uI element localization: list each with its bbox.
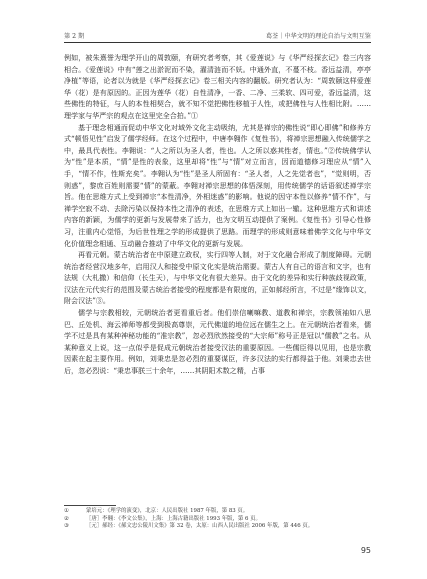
footnote-rule (64, 505, 116, 506)
footnote-mark: ③ (64, 523, 69, 530)
running-header (64, 31, 371, 42)
footnotes (64, 508, 371, 531)
paragraph: 儒学与宗教相较，元朝统治者更看重后者。他们崇信喇嘛教、道教和禅宗，宗教领袖如八思巴、丘处机、海云禅师等都受到极高尊崇，元代佛道的地位远在儒生之上。在元朝统治者看来，儒学不过是具有某种神秘功能的“准宗教”，忽必烈欣然接受的“大宗师”称号正是冠以“儒教”之名。从某种意义上说，这一点似乎是促成元朝统治者接受汉法的重要原因。一些儒臣得以见用，也是宗教因素在起主要作用。例如，刘秉忠是忽必烈的重要谋臣，许多汉法的实行都得益于他。刘秉忠去世后，忽必烈说：“秉忠事朕三十余年，……其阴阳术数之精，占事 (64, 308, 371, 376)
header-rule (64, 42, 371, 43)
paragraph-continued: 例如，被朱熹誉为理学开山的周敦颐，有研究者考察，其《爱莲说》与《华严经探玄记》卷三内容相合。《爱莲说》中有“莲之出淤泥而不染，濯清涟而不妖。中通外直，不蔓不枝。香远益清，亭亭净植”等语，论者以为就是《华严经探玄记》卷三相关内容的翻版。研究者认为：“周敦颐这样爱莲华（花）是有原因的。正因为莲华（花）自性清净，一香、二净、三柔软、四可爱，香远益清，这些佛性的特征，与人的本性相契合，就不知不觉把佛性移植于人性，或把佛性与人性相比附。……理学家与华严宗的观点在这里完全合拍。”① (64, 53, 371, 120)
footnote-text: ［元］郝经：《郝文忠公陵川文集》第 32 卷，太原：山西人民出版社 2006 年版，第 446 页。 (86, 523, 314, 530)
page-number: 95 (360, 546, 371, 555)
paragraph: 再看元朝。蒙古统治者在中原建立政权，实行四等人制，对于文化融合形成了制度障碍。元朝统治者经营汉地多年，启用汉人和接受中原文化实是统治需要。蒙古人有自己的语言和文字，也有法规（大札撒）和信仰（长生天），与中华文化有很大差异。由于文化的差异和实行种族歧视政策，汉法在元代实行的范围及蒙古统治者接受的程度都是有限度的，正如郝经所言，不过是“缘饰以文，附会汉法”③。 (64, 250, 371, 306)
paragraph: 基于理念相通而促动中华文化对域外文化主动吸纳，尤其是禅宗的佛性说“即心即佛”和修养方式“顿悟见性”启发了儒学经师。在这个过程中，中唐李翱作《复性书》，将禅宗思想融入传统儒学之中，最具代表性。李翱说：“人之所以为圣人者，性也。人之所以惑其性者，情也。”②传统佛学认为“性”是本质，“情”是性的表象，这里却将“性”与“情”对立而言，因而道德修习理应从“情”入手，“情不作，性斯充矣”。李翱认为“性”是圣人所固有：“圣人者，人之先觉者也”，“觉则明，否则惑”，黎庶百姓则需要“情”的蒙蔽。李翱对禅宗思想的体悟深刻，用传统儒学的话语叙述禅学宗旨。他在思维方式上受到禅宗“本性清净，外相迷惑”的影响。他说的因守本性以修养“情不作”，与禅学空寂不动、去除污染以保持本性之清净的表述，在思维方式上如出一辙。这种思维方式和讲述内容的新颖，为儒学的更新与发展带来了活力，也为文明互动提供了案例。《复性书》引导心性修习，注重内心觉悟，为后世性理之学的形成提供了思路。而理学的形成则意味着佛学文化与中华文化价值理念相通、互动融合推动了中华文化的更新与发展。 (64, 122, 371, 248)
issue-label: 第 2 期 (64, 33, 85, 40)
footnote-mark: ② (64, 515, 69, 522)
footnote (64, 508, 371, 516)
footnote-text: ［唐］李翱：《李文公集》，上海：上海古籍出版社 1993 年版，第 6 页。 (86, 515, 261, 522)
footnote-text: 蒙培元：《理学的演变》，北京：人民出版社 1987 年版，第 83 页。 (86, 508, 249, 514)
body-text (64, 52, 371, 377)
running-title: 葛荃｜中华文明的理论自治与文明互鉴 (265, 33, 371, 40)
footnote (64, 523, 371, 531)
footnote-mark: ① (64, 508, 69, 514)
